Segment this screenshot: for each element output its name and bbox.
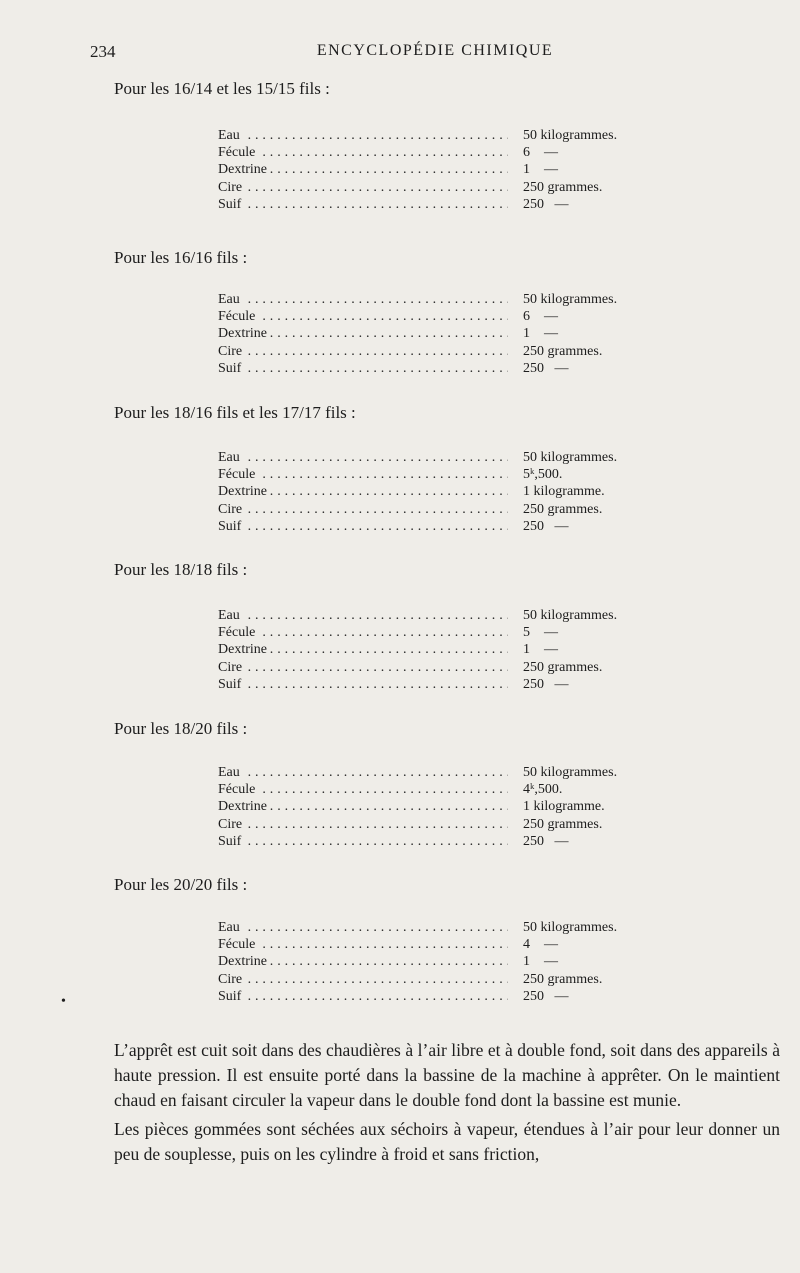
ingredient-name: Dextrine — [218, 954, 270, 969]
ingredient-amount: 250 — — [523, 518, 569, 534]
section-title: Pour les 16/16 fils : — [114, 248, 248, 267]
ingredient-amount: 250 — — [523, 676, 569, 692]
ingredient-cell — [218, 816, 508, 833]
ingredient-name: Fécule — [218, 467, 258, 482]
ingredient-cell — [218, 144, 508, 161]
ingredient-name: Dextrine — [218, 484, 270, 499]
ingredient-cell — [218, 343, 508, 360]
recipe-row — [218, 607, 678, 624]
ingredient-amount: 250 grammes. — [523, 343, 603, 359]
ingredient-name: Fécule — [218, 309, 258, 324]
paragraph-preparation: L’apprêt est cuit soit dans des chaudières à l’air libre et à double fond, soit dans des appareils à haute pression. Il est ensuite porté dans la bassine de la machine à apprêter. On le maintient chaud en faisant circuler la vapeur dans le double fond dont la bassine est munie. — [114, 1040, 780, 1110]
recipe-row — [218, 833, 678, 850]
recipe-row — [218, 641, 678, 658]
recipe-row — [218, 325, 678, 342]
ingredient-name: Cire — [218, 972, 245, 987]
ingredient-amount: 6 — — [523, 309, 558, 325]
recipe-row — [218, 308, 678, 325]
recipe-row — [218, 919, 678, 936]
recipe-row — [218, 161, 678, 178]
ingredient-amount: 250 — — [523, 196, 569, 212]
ingredient-amount: 4 — — [523, 937, 558, 953]
page-header — [90, 40, 780, 64]
ingredient-name: Fécule — [218, 625, 258, 640]
recipe-row — [218, 483, 678, 500]
ingredient-name: Suif — [218, 361, 244, 376]
recipe-table — [218, 127, 678, 213]
ingredient-amount: 5ᵏ,500. — [523, 467, 563, 483]
recipe-table — [218, 607, 678, 693]
ingredient-name: Suif — [218, 197, 244, 212]
ingredient-cell — [218, 971, 508, 988]
ingredient-amount: 4ᵏ,500. — [523, 782, 563, 798]
ingredient-name: Cire — [218, 502, 245, 517]
ingredient-cell — [218, 607, 508, 624]
ingredient-amount: 50 kilogrammes. — [523, 608, 618, 623]
section-title: Pour les 18/16 fils et les 17/17 fils : — [114, 403, 356, 422]
ingredient-name: Suif — [218, 989, 244, 1004]
ingredient-cell — [218, 449, 508, 466]
ingredient-cell — [218, 798, 508, 815]
ingredient-cell — [218, 988, 508, 1005]
ingredient-amount: 250 — — [523, 360, 569, 376]
ingredient-amount: 250 grammes. — [523, 501, 603, 517]
section-title: Pour les 20/20 fils : — [114, 875, 248, 894]
section-title: Pour les 18/20 fils : — [114, 719, 248, 738]
ingredient-cell — [218, 179, 508, 196]
ingredient-cell — [218, 161, 508, 178]
ingredient-name: Fécule — [218, 782, 258, 797]
ingredient-name: Fécule — [218, 937, 258, 952]
ingredient-cell — [218, 764, 508, 781]
recipe-table — [218, 449, 678, 535]
recipe-row — [218, 798, 678, 815]
recipe-row — [218, 196, 678, 213]
ingredient-amount: 50 kilogrammes. — [523, 765, 618, 780]
ingredient-amount: 50 kilogrammes. — [523, 450, 618, 465]
ingredient-cell — [218, 360, 508, 377]
recipe-row — [218, 518, 678, 535]
ingredient-name: Dextrine — [218, 162, 270, 177]
recipe-row — [218, 360, 678, 377]
ingredient-cell — [218, 953, 508, 970]
ingredient-amount: 1 — — [523, 162, 558, 178]
recipe-row — [218, 449, 678, 466]
recipe-row — [218, 501, 678, 518]
ingredient-name: Eau — [218, 608, 243, 623]
recipe-row — [218, 816, 678, 833]
ingredient-name: Eau — [218, 292, 243, 307]
recipe-row — [218, 179, 678, 196]
ingredient-name: Dextrine — [218, 799, 270, 814]
ingredient-cell — [218, 641, 508, 658]
section-title: Pour les 18/18 fils : — [114, 560, 248, 579]
recipe-row — [218, 764, 678, 781]
ingredient-amount: 250 — — [523, 833, 569, 849]
ingredient-amount: 250 grammes. — [523, 971, 603, 987]
ingredient-cell — [218, 308, 508, 325]
page-number: 234 — [90, 42, 116, 61]
ingredient-cell — [218, 325, 508, 342]
ingredient-name: Dextrine — [218, 642, 270, 657]
recipe-row — [218, 144, 678, 161]
recipe-row — [218, 466, 678, 483]
ingredient-name: Suif — [218, 677, 244, 692]
ingredient-cell — [218, 127, 508, 144]
ingredient-name: Cire — [218, 817, 245, 832]
recipe-row — [218, 659, 678, 676]
ingredient-name: Dextrine — [218, 326, 270, 341]
ingredient-amount: 50 kilogrammes. — [523, 292, 618, 307]
ingredient-name: Eau — [218, 450, 243, 465]
ingredient-amount: 5 — — [523, 625, 558, 641]
recipe-row — [218, 953, 678, 970]
recipe-table — [218, 291, 678, 377]
ingredient-name: Cire — [218, 344, 245, 359]
recipe-row — [218, 343, 678, 360]
ingredient-cell — [218, 466, 508, 483]
ingredient-name: Cire — [218, 180, 245, 195]
recipe-row — [218, 624, 678, 641]
recipe-row — [218, 936, 678, 953]
ingredient-cell — [218, 781, 508, 798]
body-text — [114, 1038, 780, 1167]
running-title: ENCYCLOPÉDIE CHIMIQUE — [316, 42, 554, 59]
section-title: Pour les 16/14 et les 15/15 fils : — [114, 79, 330, 98]
ingredient-name: Cire — [218, 660, 245, 675]
recipe-table — [218, 764, 678, 850]
recipe-row — [218, 127, 678, 144]
ingredient-name: Eau — [218, 920, 243, 935]
ingredient-name: Eau — [218, 128, 243, 143]
ingredient-cell — [218, 676, 508, 693]
ingredient-name: Eau — [218, 765, 243, 780]
ingredient-cell — [218, 483, 508, 500]
recipe-row — [218, 971, 678, 988]
ingredient-cell — [218, 936, 508, 953]
ingredient-cell — [218, 518, 508, 535]
ingredient-name: Suif — [218, 834, 244, 849]
recipe-row — [218, 676, 678, 693]
ingredient-amount: 250 — — [523, 988, 569, 1004]
ingredient-amount: 1 — — [523, 954, 558, 970]
recipe-row — [218, 291, 678, 308]
ingredient-cell — [218, 291, 508, 308]
ingredient-cell — [218, 659, 508, 676]
ingredient-amount: 250 grammes. — [523, 659, 603, 675]
ingredient-amount: 50 kilogrammes. — [523, 128, 618, 143]
ingredient-cell — [218, 501, 508, 518]
stray-mark: • — [61, 994, 66, 1009]
ingredient-amount: 1 — — [523, 326, 558, 342]
ingredient-cell — [218, 196, 508, 213]
recipe-table — [218, 919, 678, 1005]
ingredient-amount: 250 grammes. — [523, 816, 603, 832]
ingredient-amount: 1 — — [523, 642, 558, 658]
paragraph-drying: Les pièces gommées sont séchées aux séchoirs à vapeur, étendues à l’air pour leur donner un peu de souplesse, puis on les cylindre à froid et sans friction, — [114, 1119, 780, 1164]
ingredient-cell — [218, 833, 508, 850]
ingredient-amount: 1 kilogramme. — [523, 484, 605, 500]
ingredient-cell — [218, 919, 508, 936]
ingredient-amount: 250 grammes. — [523, 179, 603, 195]
ingredient-amount: 6 — — [523, 145, 558, 161]
ingredient-name: Suif — [218, 519, 244, 534]
recipe-row — [218, 781, 678, 798]
ingredient-cell — [218, 624, 508, 641]
ingredient-amount: 1 kilogramme. — [523, 799, 605, 815]
recipe-row — [218, 988, 678, 1005]
ingredient-name: Fécule — [218, 145, 258, 160]
ingredient-amount: 50 kilogrammes. — [523, 920, 618, 935]
